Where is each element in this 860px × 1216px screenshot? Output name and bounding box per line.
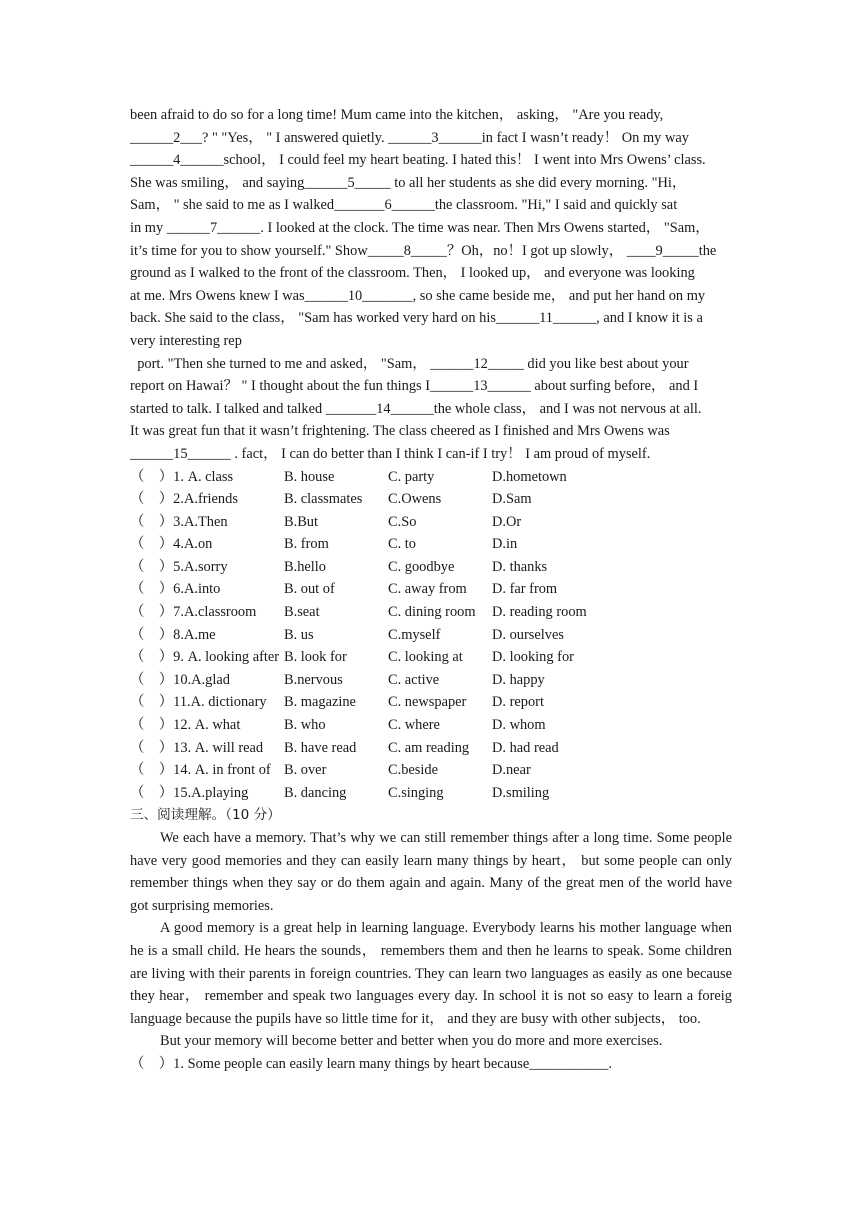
choice-b: B. who xyxy=(284,717,326,734)
cloze-line: started to talk. I talked and talked _______14______the whole class， and I was not nervous at all. xyxy=(130,400,702,417)
choice-d: D. looking for xyxy=(492,649,574,666)
choice-b: B. over xyxy=(284,762,327,779)
choice-d: D.Sam xyxy=(492,491,532,508)
cloze-line: It was great fun that it wasn’t frightening. The class cheered as I finished and Mrs Owens was xyxy=(130,423,670,440)
document-page xyxy=(130,104,732,1076)
choice-d: D. ourselves xyxy=(492,626,564,643)
choice-b: B.hello xyxy=(284,558,326,575)
choice-d: D. had read xyxy=(492,739,559,756)
choice-a: （ ）14. A. in front of xyxy=(130,762,271,779)
choice-list xyxy=(130,466,732,805)
choice-d: D. thanks xyxy=(492,558,548,575)
choice-row xyxy=(130,556,732,579)
cloze-line: in my ______7______. I looked at the clock. The time was near. Then Mrs Owens started， "Sam， xyxy=(130,219,710,236)
choice-d: D. report xyxy=(492,694,544,711)
choice-c: C.myself xyxy=(388,626,441,643)
choice-c: C. newspaper xyxy=(388,694,467,711)
choice-b: B. from xyxy=(284,536,329,553)
choice-d: D.smiling xyxy=(492,784,550,801)
choice-b: B.But xyxy=(284,513,318,530)
choice-row xyxy=(130,578,732,601)
choice-d: D.near xyxy=(492,762,531,779)
choice-d: D. reading room xyxy=(492,604,587,621)
cloze-line: it’s time for you to show yourself." Show_____8_____？Oh，no！I got up slowly， ____9_____the xyxy=(130,242,717,259)
choice-a: （ ）9. A. looking after xyxy=(130,649,280,666)
choice-c: C. active xyxy=(388,671,440,688)
cloze-line: ______2___? " "Yes， " I answered quietly. ______3______in fact I wasn’t ready！ On my way xyxy=(130,129,689,146)
question-item: （ ）1. Some people can easily learn many things by heart because___________. xyxy=(130,1055,612,1072)
choice-row xyxy=(130,669,732,692)
choice-c: C. away from xyxy=(388,581,467,598)
choice-row xyxy=(130,624,732,647)
cloze-line: report on Hawai？ " I thought about the fun things I______13______ about surfing before， and I xyxy=(130,378,699,395)
choice-c: C.beside xyxy=(388,762,438,779)
choice-row xyxy=(130,533,732,556)
choice-c: C. to xyxy=(388,536,416,553)
choice-a: （ ）4.A.on xyxy=(130,536,213,553)
choice-row xyxy=(130,466,732,489)
choice-row xyxy=(130,782,732,805)
choice-row xyxy=(130,714,732,737)
choice-a: （ ）13. A. will read xyxy=(130,739,264,756)
choice-a: （ ）15.A.playing xyxy=(130,784,249,801)
cloze-line: port. "Then she turned to me and asked， "Sam， ______12_____ did you like best about your xyxy=(130,355,689,372)
choice-a: （ ）6.A.into xyxy=(130,581,221,598)
choice-a: （ ）1. A. class xyxy=(130,468,234,485)
choice-row xyxy=(130,737,732,760)
choice-c: C. looking at xyxy=(388,649,463,666)
choice-d: D.in xyxy=(492,536,518,553)
choice-row xyxy=(130,759,732,782)
choice-d: D. happy xyxy=(492,671,545,688)
choice-a: （ ）7.A.classroom xyxy=(130,604,257,621)
cloze-line: She was smiling， and saying______5_____ to all her students as she did every morning. "Hi， xyxy=(130,174,687,191)
choice-c: C. where xyxy=(388,717,440,734)
choice-c: C.singing xyxy=(388,784,444,801)
choice-b: B. out of xyxy=(284,581,335,598)
choice-c: C. dining room xyxy=(388,604,476,621)
choice-c: C. party xyxy=(388,468,435,485)
cloze-line: been afraid to do so for a long time! Mum came into the kitchen， asking， "Are you ready, xyxy=(130,107,664,123)
choice-d: D.Or xyxy=(492,513,522,530)
cloze-line: very interesting rep xyxy=(130,332,242,349)
choice-row xyxy=(130,488,732,511)
reading-paragraph: But your memory will become better and better when you do more and more exercises. xyxy=(160,1033,663,1050)
choice-b: B. house xyxy=(284,468,335,485)
choice-b: B.nervous xyxy=(284,671,343,688)
cloze-line: at me. Mrs Owens knew I was______10_______, so she came beside me， and put her hand on my xyxy=(130,287,706,304)
choice-a: （ ）8.A.me xyxy=(130,626,216,643)
cloze-line: Sam， " she said to me as I walked_______6______the classroom. "Hi," I said and quickly sat xyxy=(130,197,678,214)
choice-row xyxy=(130,601,732,624)
choice-b: B. magazine xyxy=(284,694,356,711)
choice-b: B.seat xyxy=(284,604,320,621)
choice-d: D. far from xyxy=(492,581,558,598)
choice-b: B. look for xyxy=(284,649,347,666)
cloze-line: ______15______ . fact， I can do better than I think I can-if I try！ I am proud of myself. xyxy=(130,445,651,462)
choice-a: （ ）3.A.Then xyxy=(130,513,228,530)
choice-row xyxy=(130,646,732,669)
choice-c: C.Owens xyxy=(388,491,442,508)
choice-c: C. am reading xyxy=(388,739,470,756)
choice-d: D.hometown xyxy=(492,468,567,485)
choice-row xyxy=(130,511,732,534)
choice-a: （ ）5.A.sorry xyxy=(130,558,228,575)
reading-paragraph: A good memory is a great help in learning language. Everybody learns his mother language when he is a small child. He hears the sounds， remembers them and then he learns to speak. Some children are living with their parents in foreign countries. They can learn two languages as easily as one because they hear， remember and speak two languages every day. In school it is not so easy to learn a foreig language because the pupils have so little time for it， and they are busy with other subjects， too. xyxy=(130,920,732,1027)
choice-b: B. classmates xyxy=(284,491,363,508)
reading-paragraph: We each have a memory. That’s why we can still remember things after a long time. Some people have very good memories and they can easily learn many things by heart， but some people can only remember things when they say or do them again and again. Many of the great men of the world have got surprising memories. xyxy=(130,830,732,914)
choice-b: B. have read xyxy=(284,739,357,756)
choice-a: （ ）12. A. what xyxy=(130,717,241,734)
cloze-line: ______4______school， I could feel my heart beating. I hated this！ I went into Mrs Owens’ class. xyxy=(130,152,706,169)
choice-b: B. dancing xyxy=(284,784,347,801)
cloze-passage xyxy=(130,104,732,466)
choice-b: B. us xyxy=(284,626,314,643)
choice-c: C. goodbye xyxy=(388,558,455,575)
choice-a: （ ）10.A.glad xyxy=(130,671,230,688)
choice-a: （ ）11.A. dictionary xyxy=(130,694,267,711)
choice-d: D. whom xyxy=(492,717,546,734)
cloze-line: ground as I walked to the front of the classroom. Then， I looked up， and everyone was looking xyxy=(130,265,695,282)
choice-a: （ ）2.A.friends xyxy=(130,491,238,508)
choice-row xyxy=(130,691,732,714)
choice-c: C.So xyxy=(388,513,417,530)
cloze-line: back. She said to the class， "Sam has worked very hard on his______11______, and I know it is a xyxy=(130,310,703,327)
section-heading: 三、阅读理解。（10 分） xyxy=(130,807,281,824)
